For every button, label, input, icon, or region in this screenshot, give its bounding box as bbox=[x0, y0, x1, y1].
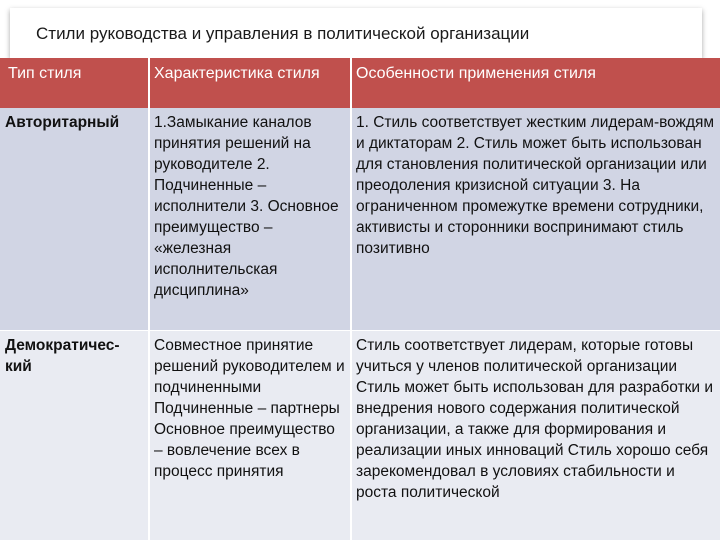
style-type-cell: Авторитарный bbox=[5, 114, 120, 131]
styles-table bbox=[0, 58, 720, 540]
table-header-row bbox=[0, 58, 720, 108]
column-divider bbox=[148, 58, 150, 108]
header-cell-characteristic: Характеристика стиля bbox=[154, 65, 320, 82]
column-divider bbox=[148, 108, 150, 330]
style-characteristic-cell: Совместное принятие решений руководителем и подчиненными Подчиненные – партнеры Основное преимущество – вовлечение всех в процесс принятия bbox=[154, 337, 345, 480]
header-cell-features: Особенности применения стиля bbox=[356, 65, 596, 82]
style-features-cell: Стиль соответствует лидерам, которые готовы учиться у членов политической организации Стиль может быть использован для разработки и внедрения нового содержания политической организации, а также для формирования и реализации иных инноваций Стиль хорошо себя зарекомендовал в условиях стабильности и роста политической bbox=[356, 337, 714, 501]
style-features-cell: 1. Стиль соответствует жестким лидерам-вождям и диктаторам 2. Стиль может быть использован для становления политической организации или преодоления кризисной ситуации 3. На ограниченном промежутке времени сотрудники, активисты и сторонники воспринимают стиль позитивно bbox=[356, 114, 715, 257]
style-characteristic-cell: 1.Замыкание каналов принятия решений на руководителе 2. Подчиненные – исполнители 3. Основное преимущество – «железная исполнительская дисциплина» bbox=[154, 114, 339, 299]
table-row bbox=[0, 331, 720, 540]
table-row bbox=[0, 108, 720, 330]
column-divider bbox=[350, 331, 352, 540]
header-cell-type: Тип стиля bbox=[8, 65, 82, 82]
column-divider bbox=[148, 331, 150, 540]
column-divider bbox=[350, 58, 352, 108]
slide-title: Стили руководства и управления в политической организации bbox=[36, 24, 530, 43]
column-divider bbox=[350, 108, 352, 330]
style-type-cell: Демократичес-кий bbox=[5, 337, 120, 375]
